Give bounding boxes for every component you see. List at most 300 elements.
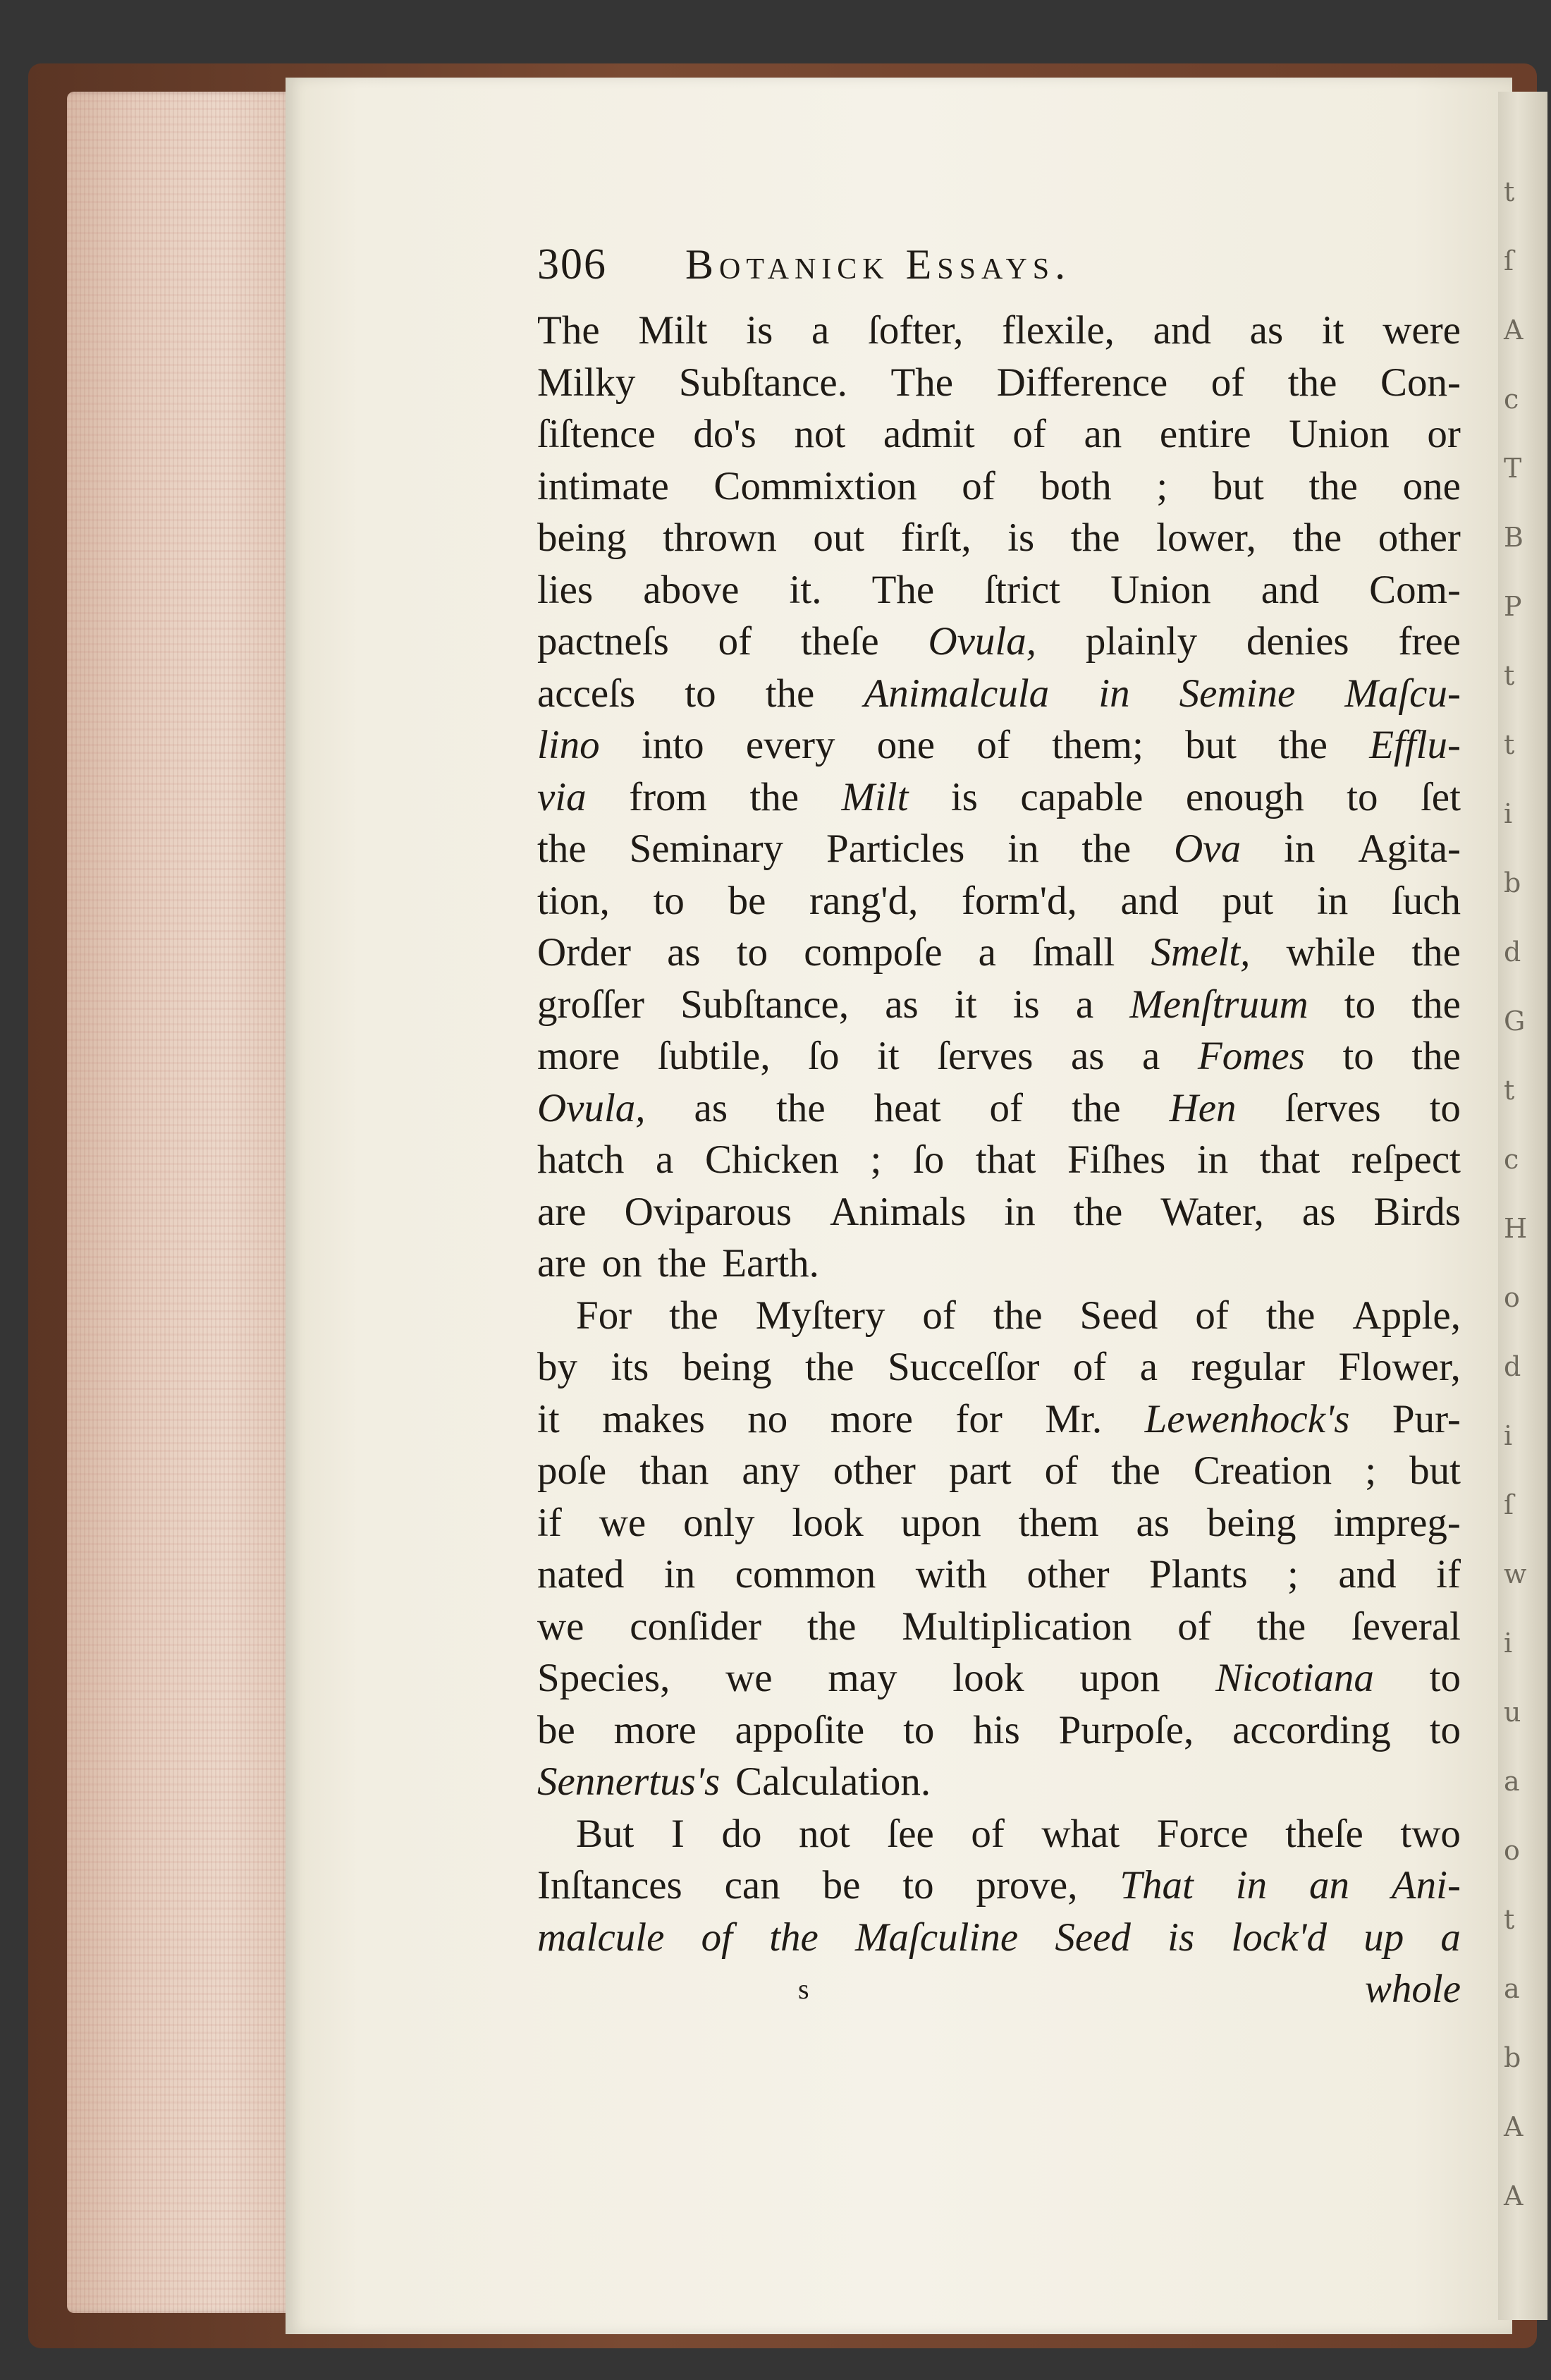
running-title: Botanick Essays. (685, 241, 1072, 288)
word: ſuch (1391, 878, 1461, 923)
word: the (804, 1345, 854, 1389)
word: of (1210, 360, 1245, 405)
word: to (903, 1707, 935, 1752)
word: be (822, 1863, 861, 1908)
text-line (537, 305, 1461, 357)
word: Nicotiana (1215, 1656, 1374, 1700)
word: in (1235, 1863, 1268, 1908)
next-page-letter: b (1504, 2042, 1521, 2073)
word: according (1232, 1707, 1391, 1752)
word: is (1012, 982, 1040, 1027)
word: other (1026, 1552, 1110, 1597)
word: Efflu- (1369, 723, 1461, 767)
next-page-letter: b (1504, 867, 1521, 898)
word: other (833, 1448, 916, 1493)
text-line (537, 1652, 1461, 1704)
word: any (742, 1448, 800, 1493)
word: Creation (1193, 1448, 1332, 1493)
word: regular (1191, 1345, 1305, 1389)
word: of (1177, 1604, 1211, 1649)
word: the (1411, 982, 1461, 1027)
word: ſofter, (867, 308, 964, 353)
word: the (1292, 515, 1342, 560)
word: while (1286, 930, 1376, 975)
word: to (685, 671, 716, 716)
word: Ovula, (928, 619, 1037, 664)
word: ſiſtence (537, 412, 656, 456)
word: and (1120, 878, 1179, 923)
word: look (952, 1656, 1024, 1700)
word: lino (537, 723, 600, 767)
word: free (1398, 619, 1461, 664)
word: Lewenhock's (1144, 1396, 1350, 1441)
word: to (1429, 1707, 1461, 1752)
word: ſee (887, 1811, 934, 1856)
word: but (1409, 1448, 1461, 1493)
word: Apple, (1352, 1293, 1461, 1338)
word: Milky (537, 360, 636, 405)
word: a (811, 308, 830, 353)
word: ſubtile, (657, 1034, 771, 1078)
word: every (745, 723, 835, 767)
next-page-letter: A (1504, 2180, 1524, 2211)
word: of (989, 1085, 1023, 1130)
word: from (629, 774, 707, 819)
word: to (1429, 1085, 1461, 1130)
next-page-letter: w (1504, 1558, 1527, 1589)
catchword: whole (1364, 1967, 1461, 2011)
next-page-letter: H (1504, 1213, 1528, 1244)
word: it (1321, 308, 1344, 353)
next-page-letter: P (1504, 591, 1522, 622)
word: ſet (1420, 774, 1461, 819)
word: one (876, 723, 936, 767)
word: form'd, (961, 878, 1077, 923)
word: in (663, 1552, 696, 1597)
word: more (613, 1707, 697, 1752)
word: are (537, 1189, 587, 1234)
word: the (769, 1915, 819, 1960)
word: Inſtances (537, 1863, 682, 1908)
word: to (1344, 982, 1376, 1027)
text-line (537, 1860, 1461, 1912)
word: Menſtruum (1129, 982, 1308, 1027)
word: of (1044, 1448, 1079, 1493)
word: Smelt, (1151, 930, 1251, 975)
body-text (537, 305, 1461, 1963)
word: as (885, 982, 919, 1027)
word: Myſtery (755, 1293, 885, 1338)
word: what (1041, 1811, 1120, 1856)
word: ſeveral (1351, 1604, 1461, 1649)
word: is (1007, 515, 1035, 560)
word: Particles (826, 826, 965, 871)
word: ; (1156, 463, 1168, 508)
word: Commixtion (713, 463, 917, 508)
word: of (718, 619, 752, 664)
word: part (948, 1448, 1012, 1493)
word: ſmall (1032, 930, 1115, 975)
word: by (537, 1345, 577, 1389)
word: more (537, 1034, 620, 1078)
word: a (656, 1137, 674, 1182)
text-line (537, 357, 1461, 409)
text-line (537, 564, 1461, 616)
text-line (537, 1497, 1461, 1549)
word: Fomes (1197, 1034, 1305, 1078)
word: Maſculine (855, 1915, 1019, 1960)
word: above (643, 567, 740, 612)
word: as (1070, 1034, 1105, 1078)
word: in (1196, 1137, 1229, 1182)
word: of (976, 723, 1010, 767)
word: a (1142, 1034, 1160, 1078)
word: do's (693, 412, 756, 456)
word: Calculation. (735, 1759, 931, 1804)
word: other (1378, 515, 1461, 560)
running-head (537, 240, 1461, 305)
word: as (694, 1085, 728, 1130)
word: Ani- (1391, 1863, 1461, 1908)
word: is (950, 774, 978, 819)
word: impreg- (1333, 1500, 1461, 1545)
word: an (1308, 1863, 1349, 1908)
word: Flower, (1338, 1345, 1461, 1389)
text-line (537, 616, 1461, 668)
word: the (1111, 1448, 1160, 1493)
text-line (537, 1290, 1461, 1342)
text-line (537, 1912, 1461, 1964)
word: Ovula, (537, 1085, 646, 1130)
word: were (1383, 308, 1461, 353)
next-page-letter: t (1504, 729, 1515, 760)
word: ; (1365, 1448, 1377, 1493)
word: is (746, 308, 773, 353)
word: if (1436, 1552, 1461, 1597)
word: flexile, (1002, 308, 1115, 353)
text-line (537, 1341, 1461, 1393)
word: Multiplication (902, 1604, 1132, 1649)
word: makes (602, 1396, 705, 1441)
word: can (724, 1863, 780, 1908)
word: Seed (1079, 1293, 1158, 1338)
word: the (776, 1085, 826, 1130)
word: both (1040, 463, 1112, 508)
word: of (971, 1811, 1005, 1856)
word: groſſer (537, 982, 644, 1027)
next-page-letter: i (1504, 1628, 1513, 1659)
word: Succeſſor (888, 1345, 1040, 1389)
word: intimate (537, 463, 669, 508)
next-page-letter: c (1504, 1144, 1519, 1175)
word: Animals (830, 1189, 967, 1234)
word: the (993, 1293, 1043, 1338)
text-line (537, 512, 1461, 564)
word: ; (1287, 1552, 1299, 1597)
word: nated (537, 1552, 625, 1597)
word: Order (537, 930, 631, 975)
word: Species, (537, 1656, 670, 1700)
word: be (728, 878, 766, 923)
word: of (962, 463, 995, 508)
word: an (1084, 412, 1122, 456)
word: them; (1052, 723, 1144, 767)
word: Subſtance. (678, 360, 847, 405)
word: but (1185, 723, 1237, 767)
word: them (1018, 1500, 1099, 1545)
word: Chicken (704, 1137, 839, 1182)
word: is (1167, 1915, 1195, 1960)
word: Con- (1380, 360, 1461, 405)
text-line (537, 1549, 1461, 1601)
word: ſo (912, 1137, 945, 1182)
word: being (682, 1345, 772, 1389)
word: as (1301, 1189, 1336, 1234)
word: a (978, 930, 996, 975)
word: Difference (996, 360, 1168, 405)
word: malcule (537, 1915, 665, 1960)
word: the (669, 1293, 718, 1338)
text-line (537, 771, 1461, 824)
word: reſpect (1351, 1137, 1461, 1182)
word: Milt (638, 308, 708, 353)
word: two (1400, 1811, 1461, 1856)
word: the (1073, 1189, 1123, 1234)
next-page-letter: i (1504, 1420, 1513, 1451)
word: and (1338, 1552, 1397, 1597)
text-line (537, 1756, 1461, 1808)
word: the (1265, 1293, 1316, 1338)
word: being (537, 515, 627, 560)
word: of (1012, 412, 1046, 456)
word: lower, (1156, 515, 1256, 560)
word: thrown (663, 515, 777, 560)
word: we (537, 1604, 584, 1649)
text-line (537, 460, 1461, 513)
word: do (721, 1811, 762, 1856)
text-line (537, 1393, 1461, 1446)
next-page-letter: u (1504, 1697, 1521, 1728)
page-number: 306 (537, 240, 607, 288)
word: to (1347, 774, 1378, 819)
word: Plants (1149, 1552, 1248, 1597)
word: the (1071, 1085, 1121, 1130)
word: the (657, 1241, 707, 1286)
text-line (537, 1704, 1461, 1757)
word: to (653, 878, 685, 923)
word: The (871, 567, 935, 612)
word: the (807, 1604, 857, 1649)
word: enough (1185, 774, 1304, 819)
word: in (1004, 1189, 1036, 1234)
word: ſerves (937, 1034, 1034, 1078)
word: Milt (841, 774, 909, 819)
next-page-letter: G (1504, 1006, 1526, 1037)
text-line (537, 1186, 1461, 1238)
word: I (670, 1811, 685, 1856)
word: Oviparous (624, 1189, 792, 1234)
word: theſe (800, 619, 879, 664)
word: a (1139, 1345, 1158, 1389)
word: lies (537, 567, 594, 612)
next-page-letter: c (1504, 384, 1519, 415)
word: the (1256, 1604, 1306, 1649)
word: more (830, 1396, 913, 1441)
word: or (1427, 412, 1461, 456)
word: look (792, 1500, 864, 1545)
word: it (877, 1034, 900, 1078)
word: Purpoſe, (1058, 1707, 1194, 1752)
word: ; (870, 1137, 882, 1182)
word: the (1411, 1034, 1461, 1078)
word: Earth. (722, 1241, 819, 1286)
text-line (537, 927, 1461, 979)
word: poſe (537, 1448, 607, 1493)
word: no (747, 1396, 788, 1441)
word: But (576, 1811, 634, 1856)
word: but (1212, 463, 1264, 508)
word: Union (1110, 567, 1211, 612)
word: a (1440, 1915, 1461, 1960)
word: up (1363, 1915, 1404, 1960)
word: ſtrict (984, 567, 1060, 612)
word: to (1342, 1034, 1374, 1078)
next-page-letter: t (1504, 1075, 1515, 1106)
word: one (1402, 463, 1461, 508)
word: and (1261, 567, 1320, 612)
word: with (915, 1552, 988, 1597)
text-line (537, 1030, 1461, 1082)
text-line (537, 1808, 1461, 1860)
word: be (537, 1707, 575, 1752)
word: the (749, 774, 799, 819)
text-line (537, 823, 1461, 875)
word: than (639, 1448, 709, 1493)
word: in (1284, 826, 1316, 871)
text-line (537, 668, 1461, 720)
word: if (537, 1500, 562, 1545)
word: Birds (1373, 1189, 1461, 1234)
text-line (537, 408, 1461, 460)
word: Mr. (1045, 1396, 1103, 1441)
word: lock'd (1231, 1915, 1328, 1960)
word: Seed (1055, 1915, 1131, 1960)
word: pactneſs (537, 619, 669, 664)
next-page-letter: ſ (1504, 245, 1514, 276)
word: Fiſhes (1067, 1137, 1166, 1182)
next-page-letter: A (1504, 2111, 1524, 2142)
word: via (537, 774, 587, 819)
signature-mark: s (798, 1973, 809, 2005)
word: Pur- (1392, 1396, 1461, 1441)
word: out (813, 515, 865, 560)
word: For (576, 1293, 632, 1338)
word: the (1081, 826, 1132, 871)
word: and (1153, 308, 1211, 353)
word: into (641, 723, 704, 767)
next-page-letter: o (1504, 1282, 1520, 1313)
word: Sennertus's (537, 1759, 721, 1804)
word: as (1136, 1500, 1170, 1545)
word: Force (1156, 1811, 1249, 1856)
word: that (975, 1137, 1036, 1182)
word: a (1075, 982, 1094, 1027)
word: being (1206, 1500, 1296, 1545)
word: not (798, 1811, 850, 1856)
word: common (735, 1552, 876, 1597)
word: heat (873, 1085, 941, 1130)
next-page-letter: ſ (1504, 1489, 1514, 1520)
word: upon (1079, 1656, 1160, 1700)
word: may (828, 1656, 897, 1700)
next-page-letter: a (1504, 1973, 1520, 2004)
word: we (725, 1656, 773, 1700)
page-edges (67, 92, 293, 2313)
word: of (922, 1293, 956, 1338)
word: its (611, 1345, 649, 1389)
word: are (537, 1241, 587, 1286)
word: it (954, 982, 977, 1027)
next-page-letter: i (1504, 798, 1513, 829)
word: in (1098, 671, 1130, 716)
word: the (1278, 723, 1328, 767)
text-line (537, 875, 1461, 927)
word: the (1070, 515, 1120, 560)
next-page-edge (1498, 92, 1547, 2320)
page-text (537, 240, 1461, 2015)
word: ſerves (1285, 1085, 1381, 1130)
next-page-letter: A (1504, 315, 1524, 346)
text-line (537, 719, 1461, 771)
word: the (537, 826, 587, 871)
next-page-letter: B (1504, 522, 1524, 553)
next-page-letter: t (1504, 1904, 1515, 1935)
word: prove, (976, 1863, 1078, 1908)
text-line (537, 1134, 1461, 1186)
word: not (794, 412, 846, 456)
word: on (601, 1241, 642, 1286)
word: to (736, 930, 768, 975)
word: compoſe (804, 930, 943, 975)
word: theſe (1285, 1811, 1363, 1856)
word: That (1120, 1863, 1194, 1908)
word: as (667, 930, 701, 975)
word: ſo (808, 1034, 840, 1078)
word: tion, (537, 878, 610, 923)
word: in (1316, 878, 1349, 923)
word: rang'd, (809, 878, 919, 923)
next-page-letter: t (1504, 176, 1515, 207)
word: to (902, 1863, 934, 1908)
word: capable (1020, 774, 1144, 819)
word: of (1072, 1345, 1107, 1389)
word: as (1249, 308, 1284, 353)
word: denies (1246, 619, 1349, 664)
word: Agita- (1358, 826, 1461, 871)
word: Water, (1160, 1189, 1264, 1234)
word: The (890, 360, 954, 405)
word: entire (1159, 412, 1251, 456)
text-line (537, 1082, 1461, 1135)
word: for (955, 1396, 1003, 1441)
word: Animalcula (864, 671, 1050, 716)
word: of (1195, 1293, 1229, 1338)
word: Semine (1179, 671, 1296, 716)
word: Seminary (629, 826, 784, 871)
next-page-letter: T (1504, 453, 1522, 484)
word: Com- (1369, 567, 1461, 612)
next-page-letter: d (1504, 1351, 1521, 1382)
